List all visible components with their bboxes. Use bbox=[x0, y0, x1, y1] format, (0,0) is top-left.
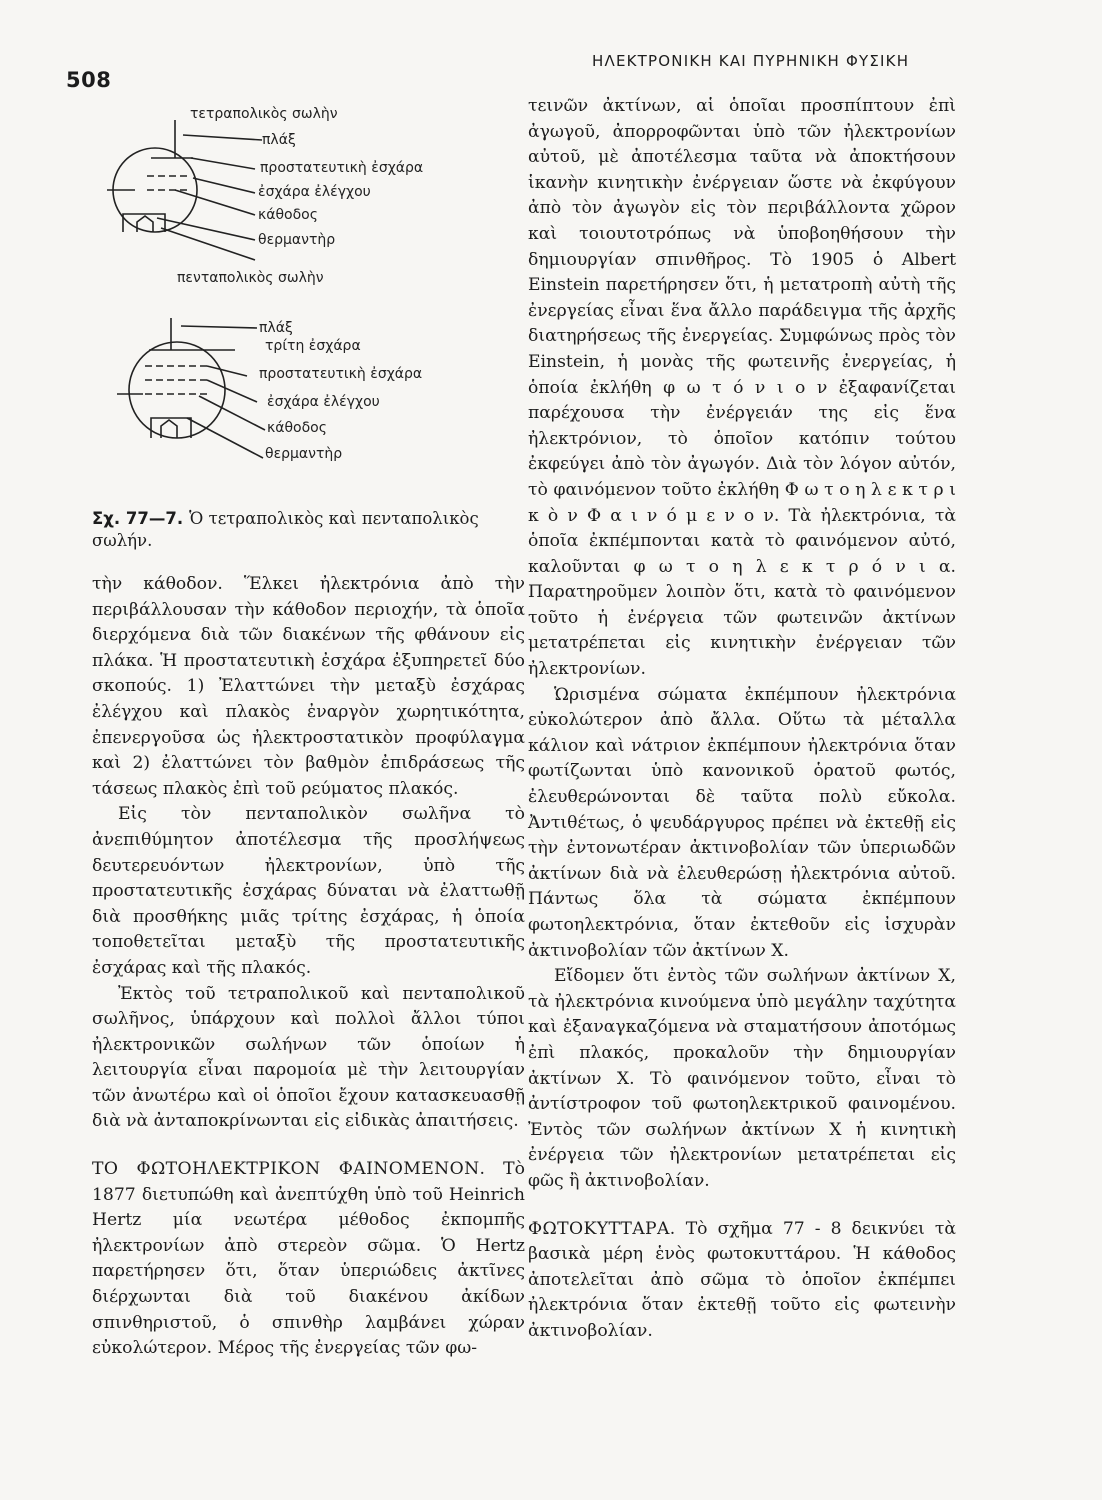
page-number: 508 bbox=[66, 68, 112, 92]
pentode-label-control-grid: ἐσχάρα ἐλέγχου bbox=[267, 394, 380, 410]
right-paragraph-1: τεινῶν ἀκτίνων, αἱ ὁποῖαι προσπίπτουν ἐπὶ ἀγωγοῦ, ἀπορροφῶνται ὑπὸ τῶν ἠλεκτρονίων αὐτοῦ, μὲ ἀποτέλεσμα ταῦτα νὰ ἀποκτήσουν ἱκανὴν κινητικὴν ἐνέργειαν ὥστε νὰ ἐκφύγουν ἀπὸ τὸν ἀγωγὸν εἰς τὸν περιβάλλοντα χῶρον καὶ τοιουτοτρόπως νὰ ὑποβοηθήσουν τὴν δημιουργίαν σπινθῆρος. Τὸ 1905 ὁ Albert Einstein παρετήρησεν ὅτι, ἡ μετατροπὴ αὐτὴ τῆς ἐνεργείας εἶναι ἕνα ἄλλο παράδειγμα τῆς ἀρχῆς διατηρήσεως τῆς ἐνεργείας. Συμφώνως πρὸς τὸν Einstein, ἡ μονὰς τῆς φωτεινῆς ἐνεργείας, ἡ ὁποία ἐκλήθη φ ω τ ό ν ι ο ν ἐξαφανίζεται παρέχουσα τὴν ἐνέργειάν της εἰς ἕνα ἠλεκτρόνιον, τὸ ὁποῖον κατόπιν τούτου ἐκφεύγει ἀπὸ τὸν ἀγωγόν. Διὰ τὸν λόγον αὐτόν, τὸ φαινόμενον τοῦτο ἐκλήθη Φ ω τ ο η λ ε κ τ ρ ι κ ὸ ν Φ α ι ν ό μ ε ν ο ν. Τὰ ἠλεκτρόνια, τὰ ὁποῖα ἐκπέμπονται κατὰ τὸ φαινόμενον αὐτό, καλοῦνται φ ω τ ο η λ ε κ τ ρ ό ν ι α. Παρατηροῦμεν λοιπὸν ὅτι, κατὰ τὸ φαινόμενον τοῦτο ἡ ἐνέργεια τῶν φωτεινῶν ἀκτίνων μετατρέπεται εἰς κινητικὴν ἐνέργειαν τῶν ἠλεκτρονίων. bbox=[528, 96, 956, 680]
section-heading-photoelectric: ΤΟ ΦΩΤΟΗΛΕΚΤΡΙΚΟΝ ΦΑΙΝΟΜΕΝΟΝ. bbox=[92, 1159, 486, 1180]
right-paragraph-2: Ὡρισμένα σώματα ἐκπέμπουν ἠλεκτρόνια εὐκολώτερον ἀπὸ ἄλλα. Οὕτω τὰ μέταλλα κάλιον καὶ νάτριον ἐκπέμπουν ἠλεκτρόνια ὅταν φωτίζωνται ὑπὸ κανονικοῦ ὁρατοῦ φωτός, ἐλευθερώνονται δὲ ταῦτα πολὺ εὔκολα. Ἀντιθέτως, ὁ ψευδάργυρος πρέπει νὰ ἐκτεθῇ εἰς τὴν ἐντονωτέραν ἀκτινοβολίαν τῶν ὑπεριωδῶν ἀκτίνων διὰ νὰ ἐλευθερώσῃ ἠλεκτρόνια αὐτοῦ. Πάντως ὅλα τὰ σώματα ἐκπέμπουν φωτοηλεκτρόνια, ὅταν ἐκτεθοῦν εἰς ἰσχυρὰν ἀκτινοβολίαν τῶν ἀκτίνων Χ. bbox=[528, 684, 956, 961]
pentode-label-plate: πλάξ bbox=[259, 320, 293, 336]
running-header: ΗΛΕΚΤΡΟΝΙΚΗ ΚΑΙ ΠΥΡΗΝΙΚΗ ΦΥΣΙΚΗ bbox=[592, 52, 910, 70]
tetrode-label-screen-grid: προστατευτικὴ ἐσχάρα bbox=[260, 160, 424, 176]
left-paragraph-2: Εἰς τὸν πενταπολικὸν σωλῆνα τὸ ἀνεπιθύμητον ἀποτέλεσμα τῆς προσλήψεως δευτερευόντων ἠλεκτρονίων, ὑπὸ τῆς προστατευτικῆς ἐσχάρας δύναται νὰ ἐλαττωθῇ διὰ προσθήκης μιᾶς τρίτης ἐσχάρας, ἡ ὁποία τοποθετεῖται μεταξὺ τῆς προστατευτικῆς ἐσχάρας καὶ τῆς πλακός. bbox=[92, 804, 525, 978]
tetrode-label-plate: πλάξ bbox=[262, 132, 296, 148]
right-paragraph-4 bbox=[528, 1217, 956, 1345]
pentode-diagram bbox=[117, 318, 265, 458]
section-heading-photocells: ΦΩΤΟΚΥΤΤΑΡΑ. bbox=[528, 1218, 676, 1239]
tetrode-label-heater: θερμαντὴρ bbox=[258, 232, 336, 248]
right-paragraph-3: Εἴδομεν ὅτι ἐντὸς τῶν σωλήνων ἀκτίνων Χ, τὰ ἠλεκτρόνια κινούμενα ὑπὸ μεγάλην ταχύτητα καὶ ἐξαναγκαζόμενα νὰ σταματήσουν ἀποτόμως ἐπὶ πλακός, προκαλοῦν τὴν δημιουργίαν ἀκτίνων Χ. Τὸ φαινόμενον τοῦτο, εἶναι τὸ ἀντίστροφον τοῦ φωτοηλεκτρικοῦ φαινομένου. Ἐντὸς τῶν σωλήνων ἀκτίνων Χ ἡ κινητικὴ ἐνέργεια τῶν ἠλεκτρονίων μετατρέπεται εἰς φῶς ἢ ἀκτινοβολίαν. bbox=[528, 966, 956, 1191]
figure-vacuum-tubes bbox=[95, 100, 515, 520]
pentode-title: πενταπολικὸς σωλὴν bbox=[177, 270, 324, 286]
left-column bbox=[92, 572, 525, 1362]
caption-number: Σχ. 77—7. bbox=[92, 509, 184, 528]
left-paragraph-3: Ἐκτὸς τοῦ τετραπολικοῦ καὶ πενταπολικοῦ σωλῆνος, ὑπάρχουν καὶ πολλοὶ ἄλλοι τύποι ἠλεκτρονικῶν σωλήνων τῶν ὁποίων ἡ λειτουργία εἶναι παρομοία μὲ τὴν λειτουργίαν τῶν ἀνωτέρω καὶ οἱ ὁποῖοι ἔχουν κατασκευασθῇ διὰ νὰ ἀνταποκρίνωνται εἰς εἰδικὰς ἀπαιτήσεις. bbox=[92, 983, 525, 1132]
caption-text: Ὁ τετραπολικὸς καὶ πενταπολικὸς σωλήν. bbox=[92, 509, 479, 550]
pentode-label-screen-grid: προστατευτικὴ ἐσχάρα bbox=[259, 366, 423, 382]
left-paragraph-4-text: Τὸ 1877 διετυπώθη καὶ ἀνεπτύχθη ὑπὸ τοῦ Heinrich Hertz μία νεωτέρα μέθοδος ἐκπομπῆς ἠλεκτρονίων ἀπὸ στερεὸν σῶμα. Ὁ Hertz παρετήρησεν ὅτι, ὅταν ὑπεριώδεις ἀκτῖνες διέρχωνται διὰ τοῦ διακένου ἀκίδων σπινθηριστοῦ, ὁ σπινθὴρ λαμβάνει χώραν εὐκολώτερον. Μέρος τῆς ἐνεργείας τῶν φω- bbox=[92, 1159, 525, 1359]
pentode-label-suppressor-grid: τρίτη ἐσχάρα bbox=[265, 338, 361, 354]
right-paragraph-4-text: Τὸ σχῆμα 77 - 8 δεικνύει τὰ βασικὰ μέρη ἑνὸς φωτοκυττάρου. Ἡ κάθοδος ἀποτελεῖται ἀπὸ σῶμα τὸ ὁποῖον ἐκπέμπει ἠλεκτρόνια ὅταν ἐκτεθῇ τοῦτο εἰς φωτεινὴν ἀκτινοβολίαν. bbox=[528, 1218, 956, 1341]
tetrode-title: τετραπολικὸς σωλὴν bbox=[190, 106, 338, 122]
tetrode-label-cathode: κάθοδος bbox=[258, 207, 318, 223]
right-column bbox=[528, 94, 956, 1345]
left-paragraph-1: τὴν κάθοδον. Ἕλκει ἠλεκτρόνια ἀπὸ τὴν περιβάλλουσαν τὴν κάθοδον περιοχήν, τὰ ὁποῖα διερχόμενα διὰ τῶν διακένων τῆς φθάνουν εἰς πλάκα. Ἡ προστατευτικὴ ἐσχάρα ἐξυπηρετεῖ δύο σκοπούς. 1) Ἐλαττώνει τὴν μεταξὺ ἐσχάρας ἐλέγχου καὶ πλακὸς ἐναργὸν χωρητικότητα, ἐπενεργοῦσα ὡς ἠλεκτροστατικὸν προφύλαγμα καὶ 2) ἐλαττώνει τὸν βαθμὸν ἐπιδράσεως τῆς τάσεως πλακὸς ἐπὶ τοῦ ρεύματος πλακός. bbox=[92, 574, 525, 799]
tetrode-diagram bbox=[107, 120, 262, 260]
figure-caption bbox=[92, 508, 512, 552]
tetrode-label-control-grid: ἐσχάρα ἐλέγχου bbox=[258, 184, 371, 200]
pentode-label-heater: θερμαντὴρ bbox=[265, 446, 343, 462]
pentode-label-cathode: κάθοδος bbox=[267, 420, 327, 436]
left-paragraph-4 bbox=[92, 1157, 525, 1362]
